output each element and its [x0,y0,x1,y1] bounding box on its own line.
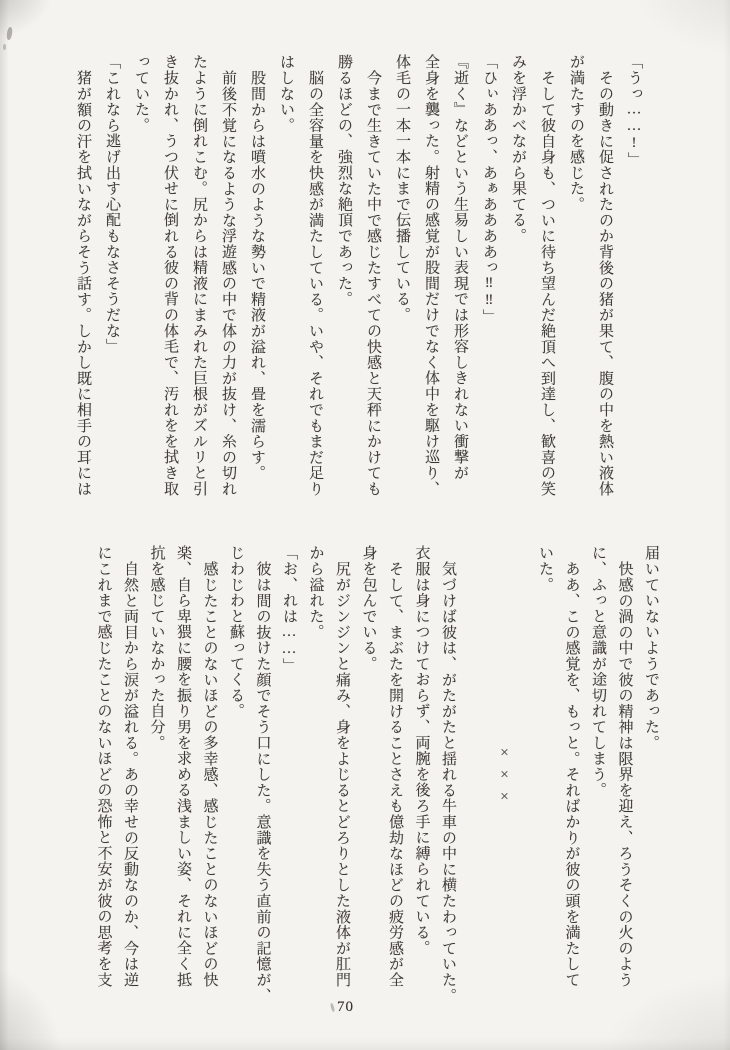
text-line: 楽、自ら卑猥に腰を振り男を求める浅ましい姿、それに全く抵 [175,545,191,988]
text-block-upper [68,54,648,516]
text-line: 自然と両目から涙が溢れる。あの幸せの反動なのか、今は逆 [122,561,138,988]
text-line: 尻がジンジンと痛み、身をよじるとどろりとした液体が肛門 [334,561,350,988]
text-line: はしない。 [278,54,294,133]
text-line: 身を包んでいる。 [360,545,377,672]
text-line: 『逝く』などという生易しい表現では形容しきれない衝撃が [452,54,468,481]
text-line: 気づけば彼は、がたがたと揺れる牛車の中に横たわっていた。 [440,561,456,1004]
text-line: 猪が額の汗を拭いながらそう話す。しかし既に相手の耳には [75,70,91,497]
text-line: にこれまで感じたことのないほどの恐怖と不安が彼の思考を支 [95,545,112,988]
text-line: 全身を襲った。射精の感覚が股間だけでなく体中を駆け巡り、 [423,54,439,497]
text-line: 届いていないようであった。 [643,545,659,751]
text-line: 「お、れは……」 [281,545,297,674]
text-block-lower [90,545,664,1011]
text-line: き抜かれ、うつ伏せに倒れる彼の背の体毛で、汚れをを拭き取 [162,54,178,497]
scan-speck [3,44,6,50]
text-line: 「これなら逃げ出す心配もなさそうだな」 [104,54,120,355]
text-line: 脳の全容量を快感が満たしている。いや、それでもまだ足り [307,70,323,497]
text-line: 股間からは噴水のような勢いで精液が溢れ、畳を濡らす。 [249,70,265,481]
text-line: たように倒れこむ。尻からは精液にまみれた巨根がズルリと引 [191,54,207,497]
page-number: 70 [337,999,354,1015]
text-line: が満たすのを感じた。 [568,54,584,212]
text-line: みを浮かべながら果てる。 [510,54,526,244]
text-line: っていた。 [133,54,149,133]
text-line: 「ひぃああっ、あぁああああっ‼‼」 [481,54,497,325]
text-line: その動きに促されたのか背後の猪が果て、腹の中を熱い液体 [597,70,613,497]
text-line: そして彼自身も、ついに待ち望んだ絶頂へ到達し、歓喜の笑 [539,70,555,497]
text-line: そして、まぶたを開けることさえも億劫なほどの疲労感が全 [387,561,403,988]
text-line: 彼は間の抜けた顔でそう口にした。意識を失う直前の記憶が、 [254,561,271,1004]
text-line: いた。 [537,545,553,593]
text-line: ああ、この感覚を、もっと。そればかりが彼の頭を満たして [563,561,580,988]
text-line: に、ふっと意識が途切れてしまう。 [590,545,606,798]
text-line: 「うっ……!」 [626,54,642,168]
text-line: 前後不覚になるような浮遊感の中で体の力が抜け、糸の切れ [220,70,236,497]
text-line: じわじわと蘇ってくる。 [228,545,244,719]
text-line: 今まで生きていた中で感じたすべての快感と天秤にかけても [365,70,381,497]
text-line: 体毛の一本一本にまで伝播している。 [394,54,410,323]
text-line: から溢れた。 [307,545,324,640]
text-line: 衣服は身につけておらず、両腕を後ろ手に縛られている。 [413,545,430,956]
text-line: 勝るほどの、強烈な絶頂であった。 [336,54,352,307]
text-line: 快感の渦の中で彼の精神は限界を迎え、ろうそくの火のよう [616,561,633,988]
section-divider: ××× [496,745,513,811]
text-line: 感じたことのないほどの多幸感、感じたことのないほどの快 [201,561,218,988]
text-line: 抗を感じていなかった自分。 [148,545,165,751]
scan-speck [6,27,13,41]
